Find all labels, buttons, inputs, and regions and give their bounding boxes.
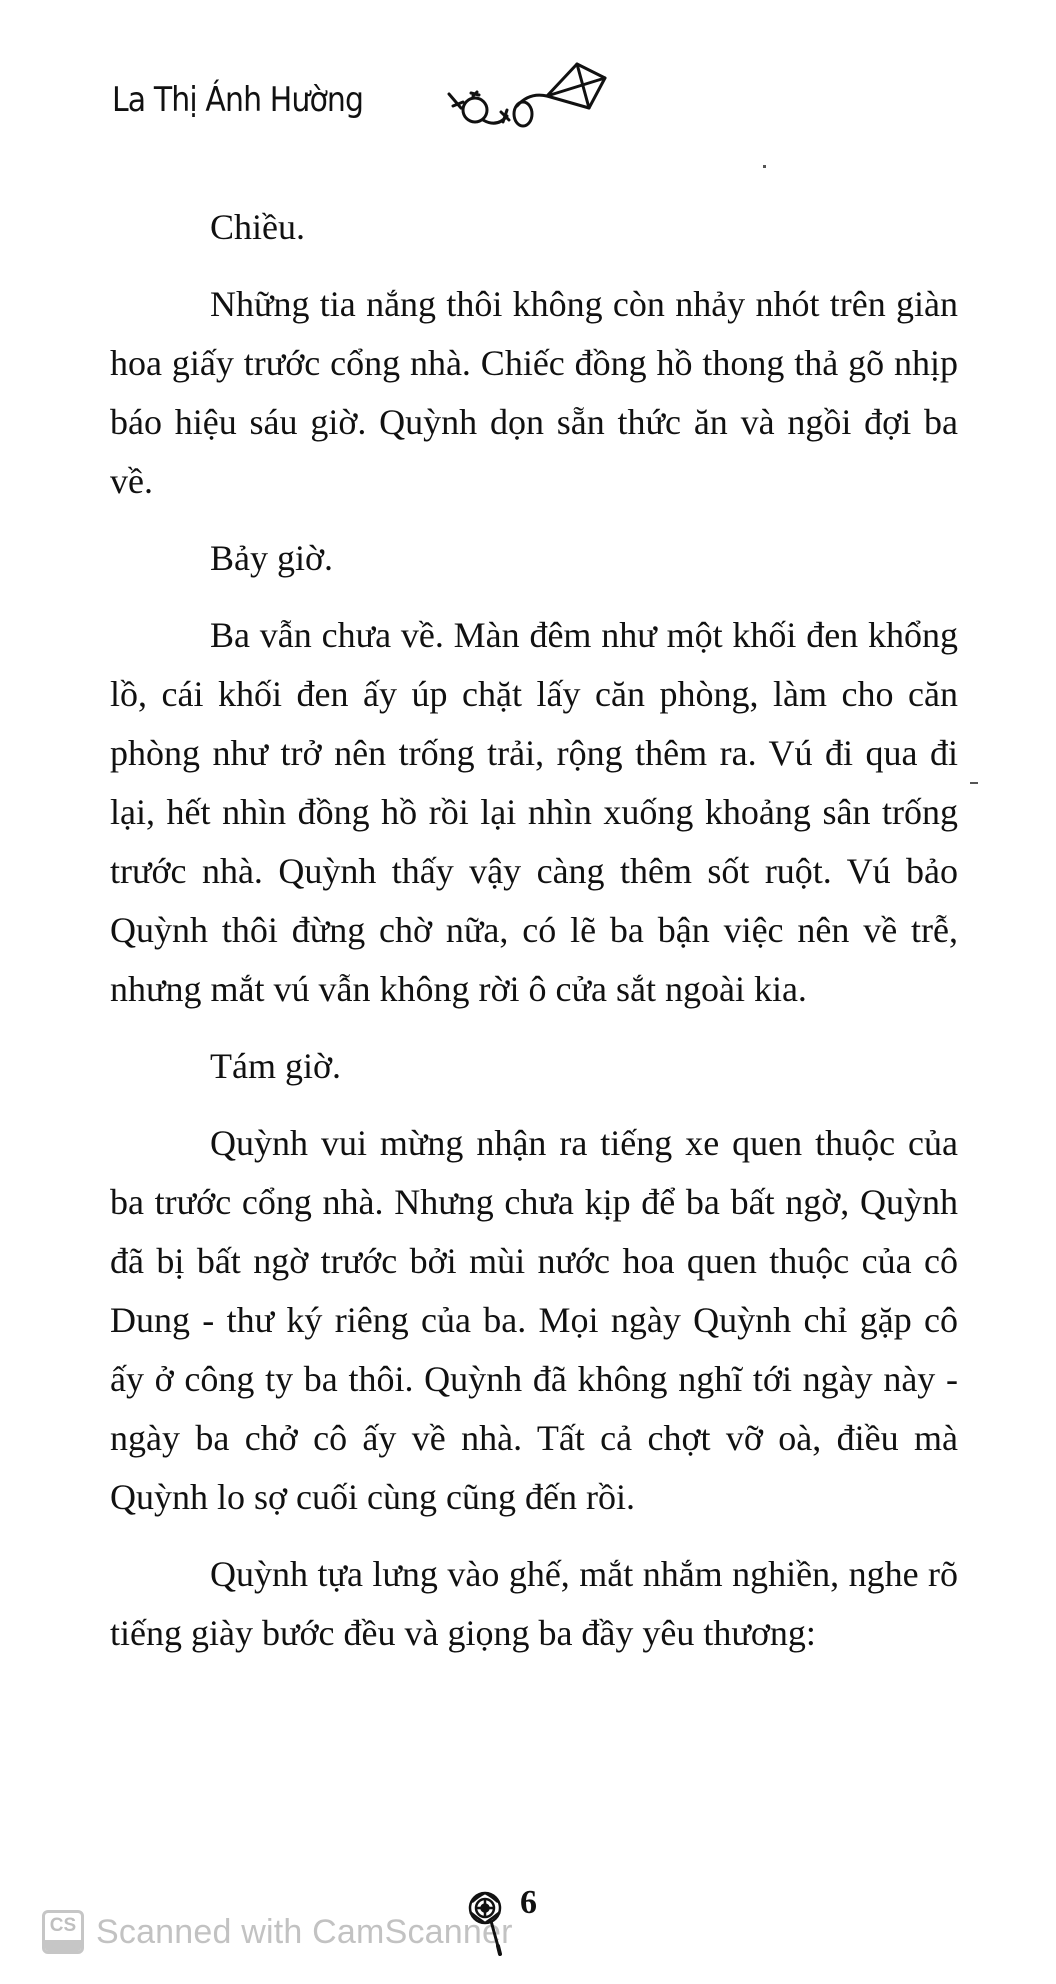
paragraph-time-afternoon: Chiều. [210,207,305,247]
camscanner-logo-band [45,1940,81,1951]
page-body [110,198,958,1681]
paragraph-time-eight: Tám giờ. [210,1046,342,1086]
page-footer [0,1880,1056,1980]
paragraph-time-seven: Bảy giờ. [210,538,334,578]
camscanner-watermark [42,1910,513,1954]
page-number: 6 [520,1884,537,1921]
watermark-text: Scanned with CamScanner [96,1912,513,1951]
author-name: La Thị Ánh Hường [112,80,364,120]
camscanner-logo-icon [42,1910,84,1954]
paragraph: Quỳnh tựa lưng vào ghế, mắt nhắm nghiền, nghe rõ tiếng giày bước đều và giọng ba đầy yêu thương: [110,1554,958,1653]
scan-speck [970,782,978,784]
camscanner-logo-text: CS [49,1915,77,1936]
paragraph: Những tia nắng thôi không còn nhảy nhót trên giàn hoa giấy trước cổng nhà. Chiếc đồng hồ thong thả gõ nhịp báo hiệu sáu giờ. Quỳnh dọn sẵn thức ăn và ngồi đợi ba về. [110,284,958,501]
scan-speck [763,165,766,168]
paragraph: Quỳnh vui mừng nhận ra tiếng xe quen thuộc của ba trước cổng nhà. Nhưng chưa kịp để ba bất ngờ, Quỳnh đã bị bất ngờ trước bởi mùi nước hoa quen thuộc của cô Dung - thư ký riêng của ba. Mọi ngày Quỳnh chỉ gặp cô ấy ở công ty ba thôi. Quỳnh đã không nghĩ tới ngày này - ngày ba chở cô ấy về nhà. Tất cả chợt vỡ oà, điều mà Quỳnh lo sợ cuối cùng cũng đến rồi. [110,1123,958,1517]
lollipop-icon [465,1890,509,1960]
paragraph: Ba vẫn chưa về. Màn đêm như một khối đen khổng lồ, cái khối đen ấy úp chặt lấy căn phòng, làm cho căn phòng như trở nên trống trải, rộng thêm ra. Vú đi qua đi lại, hết nhìn đồng hồ rồi lại nhìn xuống khoảng sân trống trước nhà. Quỳnh thấy vậy càng thêm sốt ruột. Vú bảo Quỳnh thôi đừng chờ nữa, có lẽ ba bận việc nên về trễ, nhưng mắt vú vẫn không rời ô cửa sắt ngoài kia. [110,615,958,1009]
running-header [112,60,397,140]
kite-doodle-icon [437,52,617,142]
